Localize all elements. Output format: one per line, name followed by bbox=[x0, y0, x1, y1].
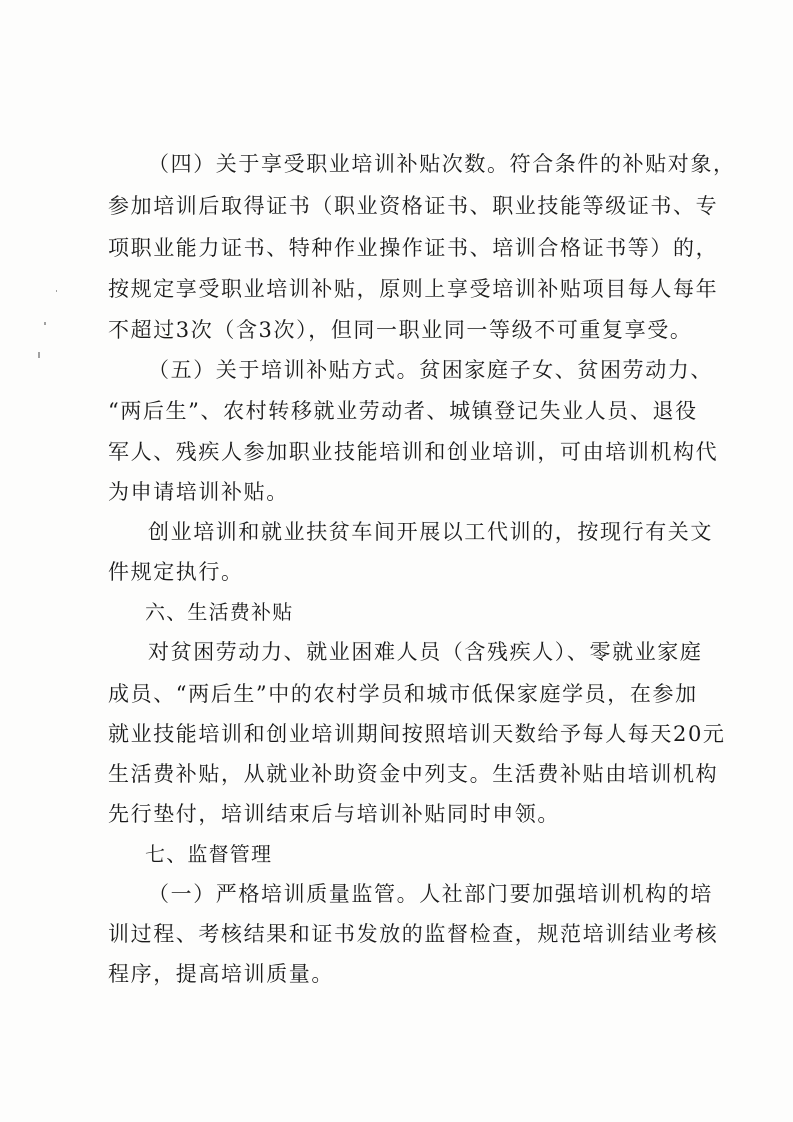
paragraph-4-line-5: 不超过3次（含3次），但同一职业同一等级不可重复享受。 bbox=[108, 318, 693, 342]
scan-speck bbox=[38, 352, 40, 358]
paragraph-8-line-1: （一）严格培训质量监管。人社部门要加强培训机构的培 bbox=[148, 882, 713, 906]
paragraph-7-line-3: 就业技能培训和创业培训期间按照培训天数给予每人每天20元 bbox=[108, 722, 726, 746]
scan-speck bbox=[44, 322, 46, 325]
paragraph-7-line-2: 成员、“两后生”中的农村学员和城市低保家庭学员，在参加 bbox=[108, 682, 698, 706]
paragraph-6-line-1: 创业培训和就业扶贫车间开展以工代训的，按现行有关文 bbox=[148, 520, 713, 544]
scan-speck bbox=[56, 290, 57, 292]
paragraph-7-line-1: 对贫困劳动力、就业困难人员（含残疾人）、零就业家庭 bbox=[148, 640, 703, 664]
paragraph-5-line-2: “两后生”、农村转移就业劳动者、城镇登记失业人员、退役 bbox=[108, 399, 698, 423]
paragraph-7-line-4: 生活费补贴，从就业补助资金中列支。生活费补贴由培训机构 bbox=[108, 762, 719, 786]
paragraph-8-line-3: 程序，提高培训质量。 bbox=[108, 962, 334, 986]
section-heading-supervision: 七、监督管理 bbox=[145, 842, 273, 866]
paragraph-7-line-5: 先行垫付，培训结束后与培训补贴同时申领。 bbox=[108, 802, 560, 826]
paragraph-4-line-2: 参加培训后取得证书（职业资格证书、职业技能等级证书、专 bbox=[108, 194, 719, 218]
paragraph-6-line-2: 件规定执行。 bbox=[108, 560, 244, 584]
paragraph-5-line-4: 为申请培训补贴。 bbox=[108, 480, 289, 504]
paragraph-5-line-1: （五）关于培训补贴方式。贫困家庭子女、贫困劳动力、 bbox=[148, 358, 713, 382]
paragraph-4-line-1: （四）关于享受职业培训补贴次数。符合条件的补贴对象， bbox=[148, 152, 736, 176]
paragraph-4-line-3: 项职业能力证书、特种作业操作证书、培训合格证书等）的， bbox=[108, 236, 719, 260]
paragraph-8-line-2: 训过程、考核结果和证书发放的监督检查，规范培训结业考核 bbox=[108, 922, 719, 946]
paragraph-5-line-3: 军人、残疾人参加职业技能培训和创业培训，可由培训机构代 bbox=[108, 440, 719, 464]
paragraph-4-line-4: 按规定享受职业培训补贴，原则上享受培训补贴项目每人每年 bbox=[108, 277, 719, 301]
section-heading-living-allowance: 六、生活费补贴 bbox=[145, 600, 294, 624]
